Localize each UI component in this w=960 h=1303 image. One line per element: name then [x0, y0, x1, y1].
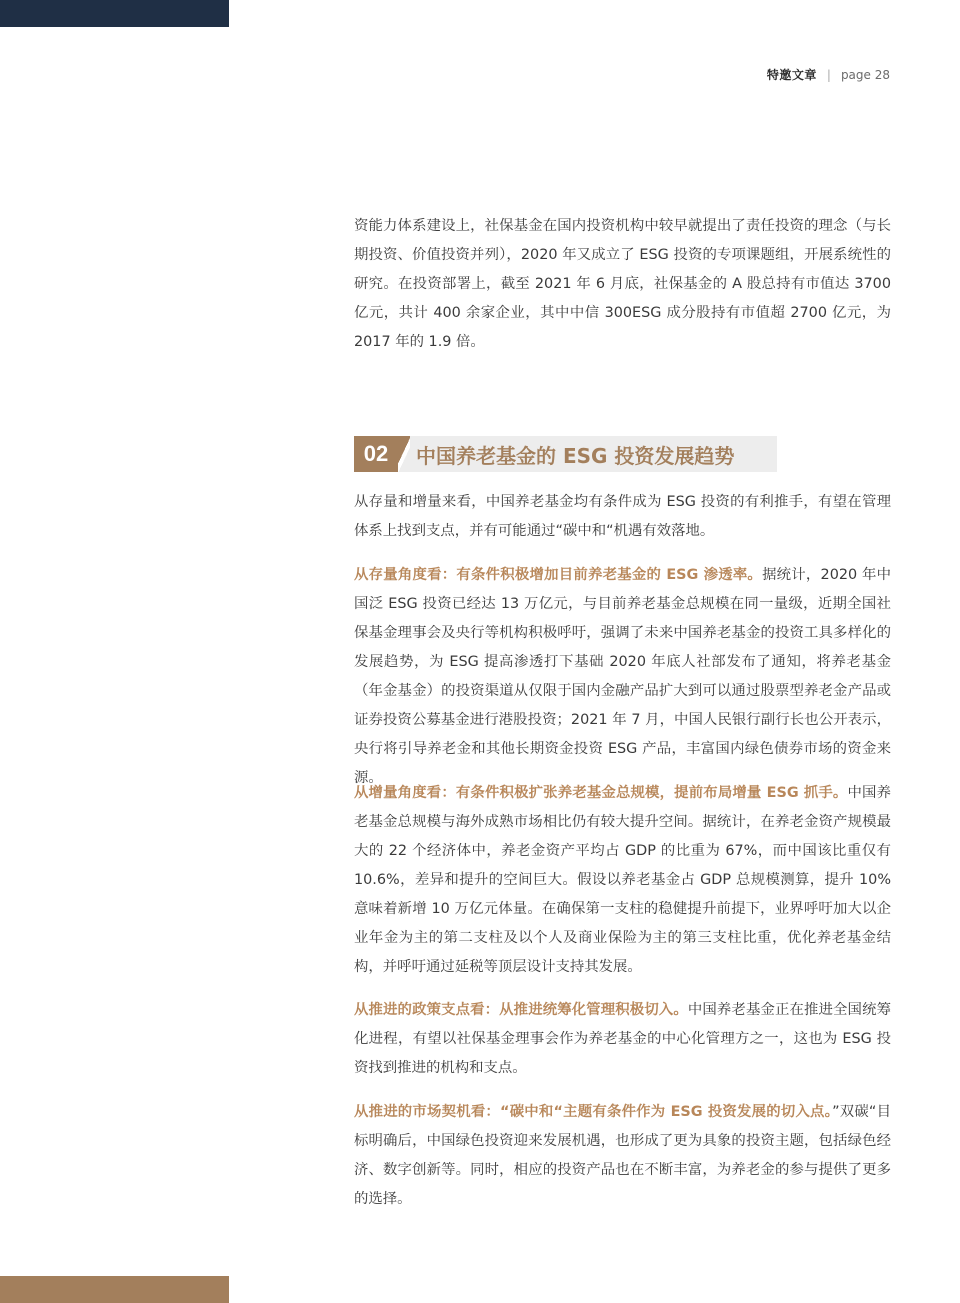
- page-header: [767, 66, 890, 83]
- paragraph-text: 据统计，2020 年中国泛 ESG 投资已经达 13 万亿元，与目前养老基金总规模在同一量级，近期全国社保基金理事会及央行等机构积极呼吁，强调了未来中国养老基金的投资工具多样化的发展趋势，为 ESG 提高渗透打下基础 2020 年底人社部发布了通知，将养老基金（年金基金）的投资渠道从仅限于国内金融产品扩大到可以通过股票型养老金产品或证券投资公募基金进行港股投资；2021 年 7 月，中国人民银行副行长也公开表示，央行将引导养老金和其他长期资金投资 ESG 产品，丰富国内绿色债券市场的资金来源。: [354, 567, 891, 786]
- para-increment: [354, 779, 891, 982]
- section-title: 中国养老基金的 ESG 投资发展趋势: [410, 436, 777, 472]
- paragraph-lead: 从增量角度看：有条件积极扩张养老基金总规模，提前布局增量 ESG 抓手。: [354, 785, 848, 801]
- page-number: page 28: [840, 67, 890, 82]
- section-number: 02: [354, 436, 398, 472]
- paragraph-text: 中国养老基金总规模与海外成熟市场相比仍有较大提升空间。据统计，在养老金资产规模最大的 22 个经济体中，养老金资产平均占 GDP 的比重为 67%，而中国该比重仅有 10.6%，差异和提升的空间巨大。假设以养老基金占 GDP 总规模测算，提升 10% 意味着新增 10 万亿元体量。在确保第一支柱的稳健提升前提下，业界呼吁加大以企业年金为主的第二支柱及以个人及商业保险为主的第三支柱比重，优化养老基金结构，并呼吁通过延税等顶层设计支持其发展。: [354, 785, 891, 975]
- section-label: 特邀文章: [766, 68, 817, 82]
- heading-slash-decor: [398, 436, 410, 472]
- paragraph: [354, 996, 891, 1083]
- paragraph-lead: 从推进的政策支点看：从推进统筹化管理积极切入。: [354, 1002, 688, 1018]
- top-decor-bar: [0, 0, 229, 27]
- intro-block: [354, 212, 891, 357]
- paragraph-lead: 从推进的市场契机看：“碳中和“主题有条件作为 ESG 投资发展的切入点。: [354, 1104, 833, 1120]
- paragraph-text: ”双碳“目标明确后，中国绿色投资迎来发展机遇，也形成了更为具象的投资主题，包括绿色经济、数字创新等。同时，相应的投资产品也在不断丰富，为养老金的参与提供了更多的选择。: [354, 1104, 891, 1207]
- section-heading: [354, 436, 777, 472]
- paragraph-lead: 从存量角度看：有条件积极增加目前养老基金的 ESG 渗透率。: [354, 567, 763, 583]
- header-separator: |: [826, 67, 831, 82]
- bottom-decor-bar: [0, 1276, 229, 1303]
- paragraph-text: 从存量和增量来看，中国养老基金均有条件成为 ESG 投资的有利推手，有望在管理体系上找到支点，并有可能通过“碳中和“机遇有效落地。: [354, 494, 891, 539]
- paragraph: [354, 1098, 891, 1214]
- paragraph: [354, 561, 891, 793]
- para-market: [354, 1098, 891, 1214]
- para-policy: [354, 996, 891, 1083]
- paragraph: [354, 779, 891, 982]
- paragraph-text: 中国养老基金正在推进全国统筹化进程，有望以社保基金理事会作为养老基金的中心化管理方之一，这也为 ESG 投资找到推进的机构和支点。: [354, 1002, 891, 1076]
- intro-paragraph: 资能力体系建设上，社保基金在国内投资机构中较早就提出了责任投资的理念（与长期投资、价值投资并列），2020 年又成立了 ESG 投资的专项课题组，开展系统性的研究。在投资部署上，截至 2021 年 6 月底，社保基金的 A 股总持有市值达 3700 亿元，共计 400 余家企业，其中中信 300ESG 成分股持有市值超 2700 亿元，为 2017 年的 1.9 倍。: [354, 218, 891, 350]
- para-stock: [354, 561, 891, 793]
- para-overview: [354, 488, 891, 546]
